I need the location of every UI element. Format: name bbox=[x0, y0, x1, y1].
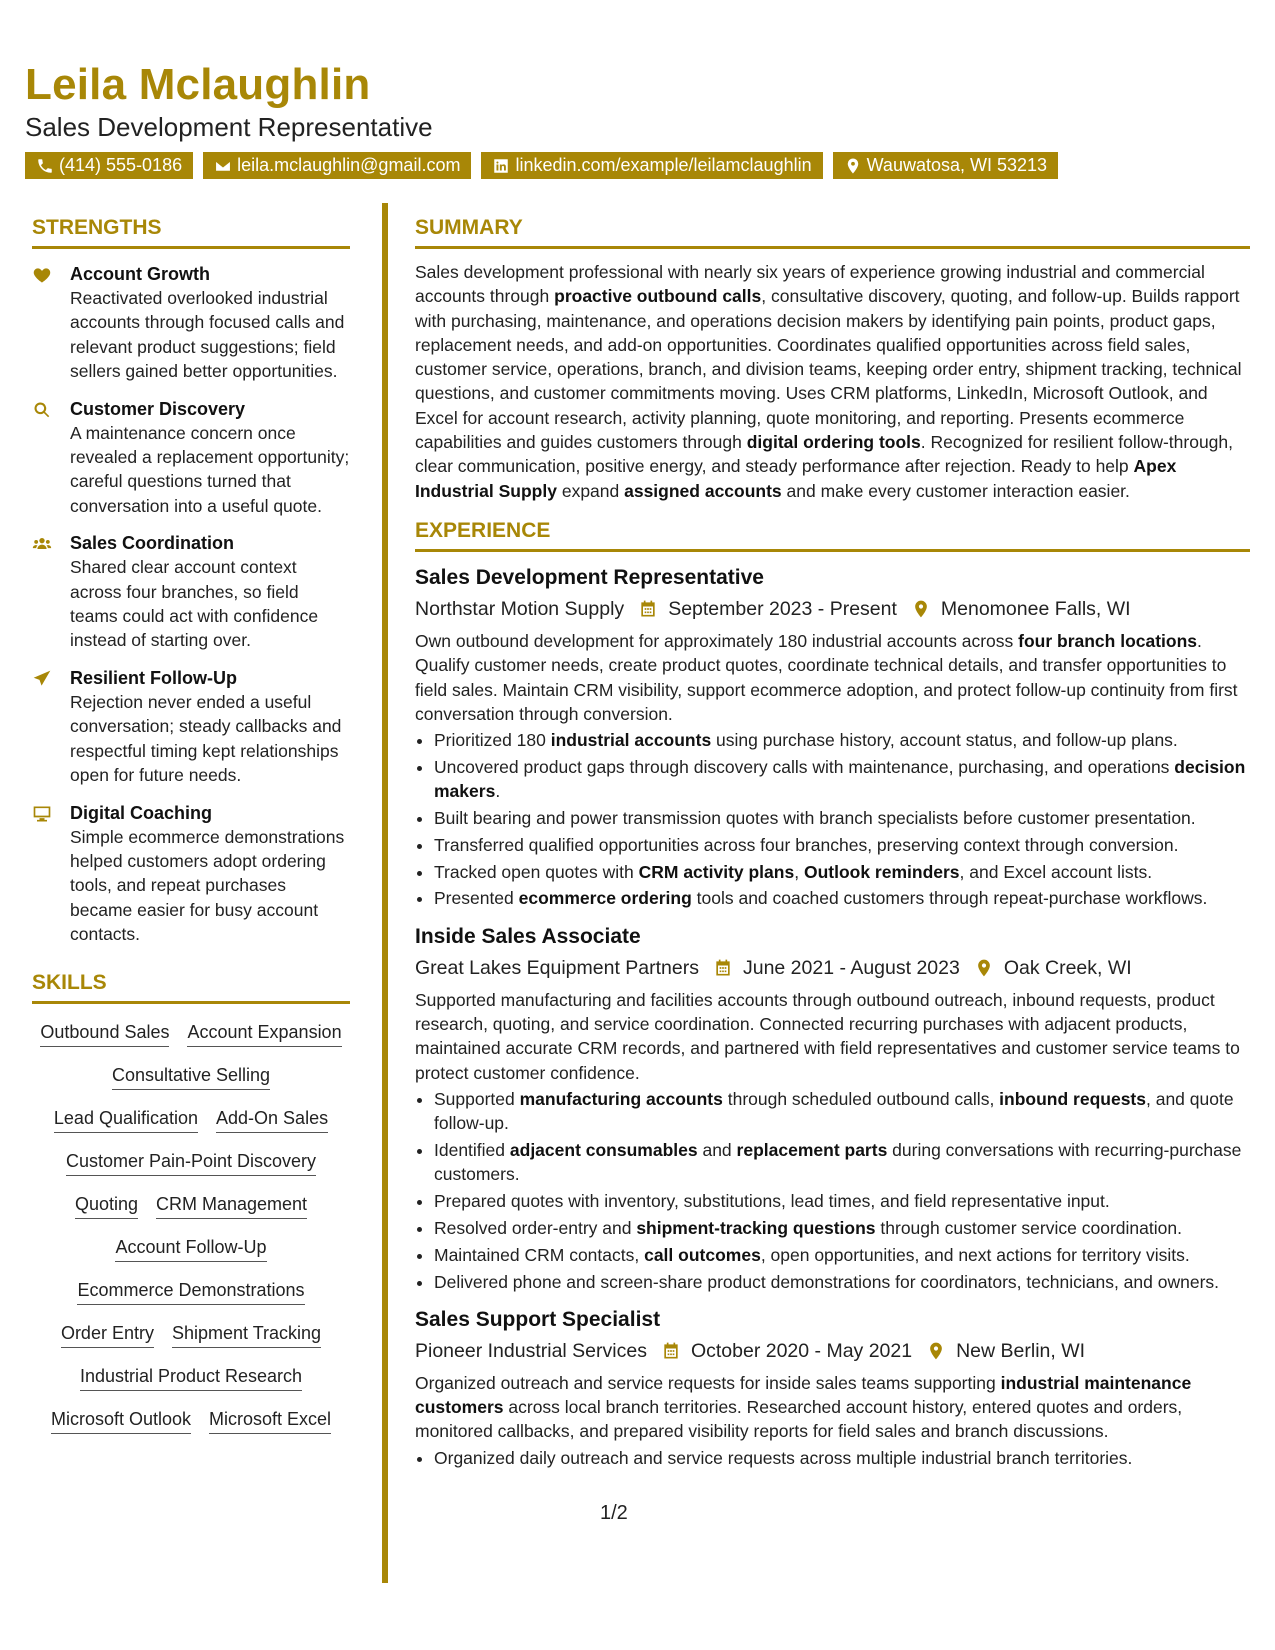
summary-text: Sales development professional with nearly six years of experience growing industrial and commercial accounts through proactive outbound calls, consultative discovery, quoting, and follow-up. Builds rapport with purchasing, maintenance, and operations decision makers by identifying pain points, product gaps, replacement needs, and add-on opportunities. Coordinates qualified opportunities across field sales, customer service, operations, branch, and division teams, keeping order entry, shipment tracking, technical questions, and customer commitments moving. Uses CRM platforms, LinkedIn, Microsoft Outlook, and Excel for account research, activity planning, quote monitoring, and reporting. Presents ecommerce capabilities and guides customers through digital ordering tools. Recognized for resilient follow-through, clear communication, positive energy, and steady performance after rejection. Ready to help Apex Industrial Supply expand assigned accounts and make every customer interaction easier. bbox=[415, 262, 1242, 501]
job-company: Pioneer Industrial Services bbox=[415, 1339, 647, 1362]
skills-heading: SKILLS bbox=[32, 971, 350, 1004]
job-bullet: • Prioritized 180 industrial accounts using purchase history, account status, and follow-up plans. bbox=[434, 728, 1250, 752]
job-location: Oak Creek, WI bbox=[1003, 956, 1132, 979]
job-meta bbox=[415, 1338, 1250, 1364]
phone-icon bbox=[36, 157, 54, 175]
strength-item bbox=[32, 397, 350, 519]
strengths-heading: STRENGTHS bbox=[32, 216, 350, 249]
job-dates: October 2020 - May 2021 bbox=[690, 1339, 913, 1362]
job-entry bbox=[415, 564, 1250, 911]
strength-title: Sales Coordination bbox=[70, 533, 235, 554]
envelope-icon bbox=[214, 157, 232, 175]
strength-text: Rejection never ended a useful conversation; steady callbacks and respectful timing kept relationships open for future needs. bbox=[70, 691, 342, 786]
job-description: Supported manufacturing and facilities accounts through outbound outreach, inbound requests, product research, quoting, and service coordination. Connected recurring purchases with adjacent products, maintained accurate CRM records, and partnered with field representatives and customer service teams to protect customer confidence. bbox=[415, 989, 1240, 1083]
job-bullet: • Tracked open quotes with CRM activity plans, Outlook reminders, and Excel account lists. bbox=[434, 860, 1250, 884]
job-location: New Berlin, WI bbox=[956, 1339, 1086, 1362]
strength-text: Simple ecommerce demonstrations helped customers adopt ordering tools, and repeat purchases became easier for busy account contacts. bbox=[70, 826, 345, 945]
map-pin-icon bbox=[974, 958, 994, 978]
contact-email-text: leila.mclaughlin@gmail.com bbox=[237, 155, 461, 175]
users-icon bbox=[32, 534, 52, 554]
contact-phone[interactable] bbox=[25, 152, 193, 179]
strength-item bbox=[32, 666, 350, 788]
job-bullet: • Transferred qualified opportunities across four branches, preserving context through conversion. bbox=[434, 833, 1250, 857]
linkedin-icon bbox=[492, 157, 510, 175]
skill-tag: Add-On Sales bbox=[216, 1106, 328, 1133]
candidate-title: Sales Development Representative bbox=[25, 112, 433, 142]
job-entry bbox=[415, 923, 1250, 1294]
contact-linkedin[interactable] bbox=[481, 152, 822, 179]
job-bullet: • Uncovered product gaps through discovery calls with maintenance, purchasing, and operations decision makers. bbox=[434, 755, 1250, 804]
contact-email[interactable] bbox=[203, 152, 471, 179]
job-description: Own outbound development for approximately 180 industrial accounts across four branch locations. Qualify customer needs, create product quotes, coordinate technical details, and transfer opportunities to field sales. Maintain CRM visibility, support ecommerce adoption, and protect follow-up continuity from first conversation through conversion. bbox=[415, 630, 1238, 724]
job-meta bbox=[415, 596, 1250, 622]
strength-title: Resilient Follow-Up bbox=[70, 667, 238, 688]
skill-tag: Microsoft Excel bbox=[209, 1407, 331, 1434]
skill-tag: Microsoft Outlook bbox=[51, 1407, 191, 1434]
skill-tag: Lead Qualification bbox=[54, 1106, 198, 1133]
job-bullet: • Identified adjacent consumables and replacement parts during conversations with recurring-purchase customers. bbox=[434, 1138, 1250, 1187]
strength-item bbox=[32, 801, 350, 947]
calendar-icon bbox=[661, 1341, 681, 1361]
strength-title: Digital Coaching bbox=[70, 802, 213, 823]
candidate-name: Leila Mclaughlin bbox=[25, 60, 371, 109]
strength-title: Account Growth bbox=[70, 264, 210, 284]
job-bullet: • Delivered phone and screen-share product demonstrations for coordinators, technicians, and owners. bbox=[434, 1270, 1250, 1294]
job-description: Organized outreach and service requests for inside sales teams supporting industrial maintenance customers across local branch territories. Researched account history, entered quotes and orders, monitored callbacks, and prepared visibility reports for field sales and branch discussions. bbox=[415, 1372, 1192, 1442]
contact-linkedin-text: linkedin.com/example/leilamclaughlin bbox=[515, 155, 812, 175]
contact-phone-text: (414) 555-0186 bbox=[59, 155, 183, 175]
job-company: Great Lakes Equipment Partners bbox=[415, 956, 699, 979]
strength-text: Shared clear account context across four branches, so field teams could act with confidence instead of starting over. bbox=[70, 557, 319, 651]
experience-heading: EXPERIENCE bbox=[415, 519, 1250, 552]
job-bullet: • Maintained CRM contacts, call outcomes, open opportunities, and next actions for territory visits. bbox=[434, 1243, 1250, 1267]
job-meta bbox=[415, 955, 1250, 981]
job-entry bbox=[415, 1306, 1250, 1470]
job-bullet: • Built bearing and power transmission quotes with branch specialists before customer presentation. bbox=[434, 806, 1250, 830]
summary-heading: SUMMARY bbox=[415, 216, 1250, 249]
search-icon bbox=[32, 400, 52, 420]
strength-item bbox=[32, 531, 350, 653]
job-bullets bbox=[415, 728, 1250, 911]
contact-bar bbox=[25, 152, 1058, 179]
strength-item bbox=[32, 262, 350, 384]
job-bullet: • Supported manufacturing accounts through scheduled outbound calls, inbound requests, and quote follow-up. bbox=[434, 1087, 1250, 1136]
left-column bbox=[32, 216, 350, 1434]
job-bullets bbox=[415, 1446, 1250, 1470]
experience-list bbox=[415, 564, 1250, 1470]
job-title: Sales Support Specialist bbox=[415, 1307, 661, 1331]
heart-icon bbox=[32, 265, 52, 285]
job-title: Inside Sales Associate bbox=[415, 924, 641, 948]
skill-tag: Ecommerce Demonstrations bbox=[77, 1278, 304, 1305]
job-bullets bbox=[415, 1087, 1250, 1294]
job-dates: June 2021 - August 2023 bbox=[742, 956, 960, 979]
strength-text: A maintenance concern once revealed a replacement opportunity; careful questions turned that conversation into a useful quote. bbox=[70, 422, 350, 516]
skill-tag: Customer Pain-Point Discovery bbox=[66, 1149, 316, 1176]
skill-tag: Industrial Product Research bbox=[80, 1364, 302, 1391]
job-bullet: • Resolved order-entry and shipment-tracking questions through customer service coordination. bbox=[434, 1216, 1250, 1240]
calendar-icon bbox=[638, 599, 658, 619]
skill-tag: Account Expansion bbox=[187, 1020, 341, 1047]
map-pin-icon bbox=[911, 599, 931, 619]
page-number: 1/2 bbox=[600, 1502, 628, 1524]
contact-location-text: Wauwatosa, WI 53213 bbox=[866, 155, 1048, 175]
column-divider bbox=[382, 203, 388, 1583]
skill-tag: Consultative Selling bbox=[112, 1063, 270, 1090]
map-pin-icon bbox=[844, 157, 862, 175]
job-bullet: • Organized daily outreach and service requests across multiple industrial branch territories. bbox=[434, 1446, 1250, 1470]
paper-plane-icon bbox=[32, 669, 52, 689]
job-bullet: • Prepared quotes with inventory, substitutions, lead times, and field representative input. bbox=[434, 1189, 1250, 1213]
skill-tag: Shipment Tracking bbox=[172, 1321, 321, 1348]
job-company: Northstar Motion Supply bbox=[415, 597, 625, 620]
contact-location[interactable] bbox=[833, 152, 1058, 179]
map-pin-icon bbox=[926, 1341, 946, 1361]
strength-text: Reactivated overlooked industrial accounts through focused calls and relevant product suggestions; field sellers gained better opportunities. bbox=[70, 288, 345, 382]
job-dates: September 2023 - Present bbox=[668, 597, 897, 620]
job-title: Sales Development Representative bbox=[415, 565, 764, 589]
skill-tag: Quoting bbox=[75, 1192, 138, 1219]
calendar-icon bbox=[713, 958, 733, 978]
skill-tag: Outbound Sales bbox=[40, 1020, 169, 1047]
skill-tag: CRM Management bbox=[156, 1192, 307, 1219]
job-bullet: • Presented ecommerce ordering tools and coached customers through repeat-purchase workflows. bbox=[434, 886, 1250, 910]
strength-title: Customer Discovery bbox=[70, 398, 246, 419]
monitor-icon bbox=[32, 804, 52, 824]
skill-tag: Account Follow-Up bbox=[115, 1235, 266, 1262]
skill-tag: Order Entry bbox=[61, 1321, 154, 1348]
job-location: Menomonee Falls, WI bbox=[940, 597, 1131, 620]
skills-list bbox=[32, 1020, 350, 1434]
right-column bbox=[415, 216, 1250, 1472]
